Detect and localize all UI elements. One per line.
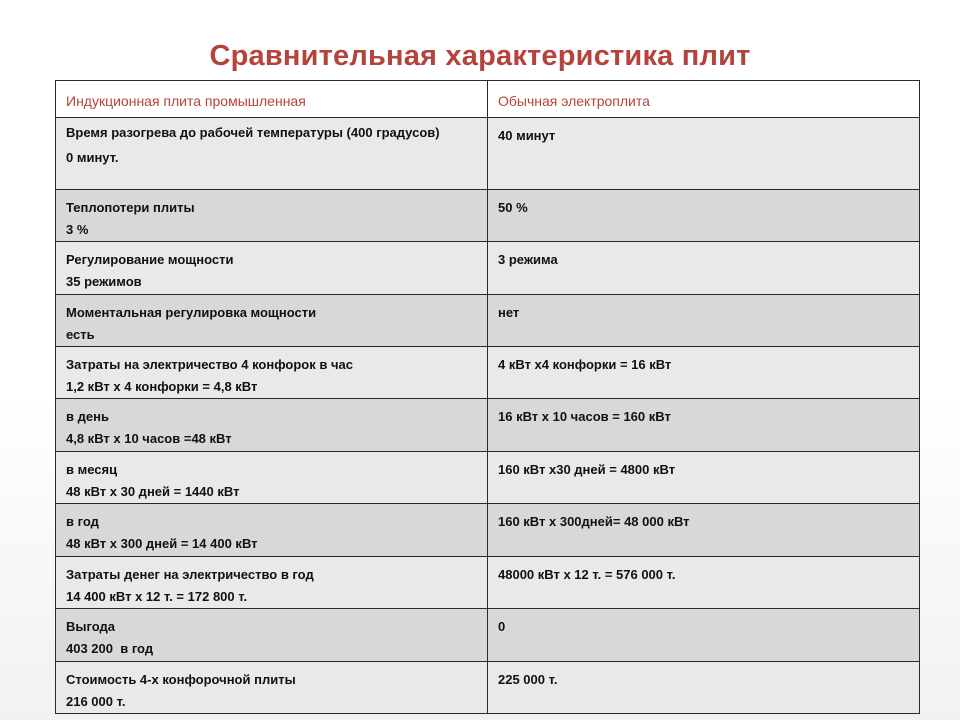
cell-induction [56,242,488,295]
cell-value: 1,2 кВт х 4 конфорки = 4,8 кВт [66,379,258,394]
cell-label: Время разогрева до рабочей температуры (400 градусов) [66,125,440,140]
cell-value: 35 режимов [66,274,142,289]
cell-electric [488,347,920,399]
cell-electric [488,662,920,714]
table-row [56,295,920,347]
cell-value: 0 [498,619,506,634]
cell-value: 160 кВт х30 дней = 4800 кВт [498,462,676,477]
cell-electric [488,452,920,504]
table-row [56,452,920,504]
cell-electric [488,190,920,242]
cell-electric [488,557,920,609]
cell-induction [56,190,488,242]
cell-value: 4 кВт х4 конфорки = 16 кВт [498,357,672,372]
cell-value: 3 % [66,222,89,237]
table-row [56,347,920,399]
cell-label: Стоимость 4-х конфорочной плиты [66,672,296,687]
cell-label: Регулирование мощности [66,252,234,267]
cell-induction [56,557,488,609]
slide-title: Сравнительная характеристика плит [209,40,751,72]
table-row [56,242,920,295]
header-induction: Индукционная плита промышленная [56,81,488,118]
cell-value: нет [498,305,520,320]
cell-value: 216 000 т. [66,694,126,709]
cell-induction [56,118,488,190]
table-row [56,557,920,609]
cell-value: 48000 кВт х 12 т. = 576 000 т. [498,567,676,582]
cell-electric [488,242,920,295]
table-row [56,399,920,452]
cell-electric [488,399,920,452]
cell-value: 3 режима [498,252,558,267]
cell-value: 48 кВт х 30 дней = 1440 кВт [66,484,240,499]
cell-electric [488,609,920,662]
cell-induction [56,504,488,557]
cell-value: 0 минут. [66,150,119,165]
cell-induction [56,399,488,452]
table-row [56,662,920,714]
cell-value: 4,8 кВт х 10 часов =48 кВт [66,431,232,446]
cell-value: 14 400 кВт х 12 т. = 172 800 т. [66,589,248,604]
cell-value: есть [66,327,95,342]
cell-label: Теплопотери плиты [66,200,195,215]
cell-value: 225 000 т. [498,672,558,687]
cell-value: 160 кВт х 300дней= 48 000 кВт [498,514,690,529]
table-row [56,609,920,662]
cell-label: в год [66,514,99,529]
cell-value: 48 кВт х 300 дней = 14 400 кВт [66,536,258,551]
cell-induction [56,452,488,504]
cell-label: Выгода [66,619,115,634]
cell-induction [56,609,488,662]
cell-induction [56,662,488,714]
table-row [56,190,920,242]
table-row [56,118,920,190]
comparison-table [55,80,920,714]
cell-label: в день [66,409,109,424]
table-header-row [56,81,920,118]
cell-induction [56,295,488,347]
cell-label: в месяц [66,462,118,477]
cell-label: Затраты денег на электричество в год [66,567,314,582]
cell-value: 16 кВт х 10 часов = 160 кВт [498,409,671,424]
header-electric: Обычная электроплита [488,81,920,118]
cell-label: Моментальная регулировка мощности [66,305,317,320]
cell-electric [488,295,920,347]
cell-label: Затраты на электричество 4 конфорок в час [66,357,353,372]
cell-electric [488,504,920,557]
cell-value: 40 минут [498,128,556,143]
cell-value: 50 % [498,200,528,215]
cell-induction [56,347,488,399]
cell-electric [488,118,920,190]
table-row [56,504,920,557]
cell-value: 403 200 в год [66,641,154,656]
